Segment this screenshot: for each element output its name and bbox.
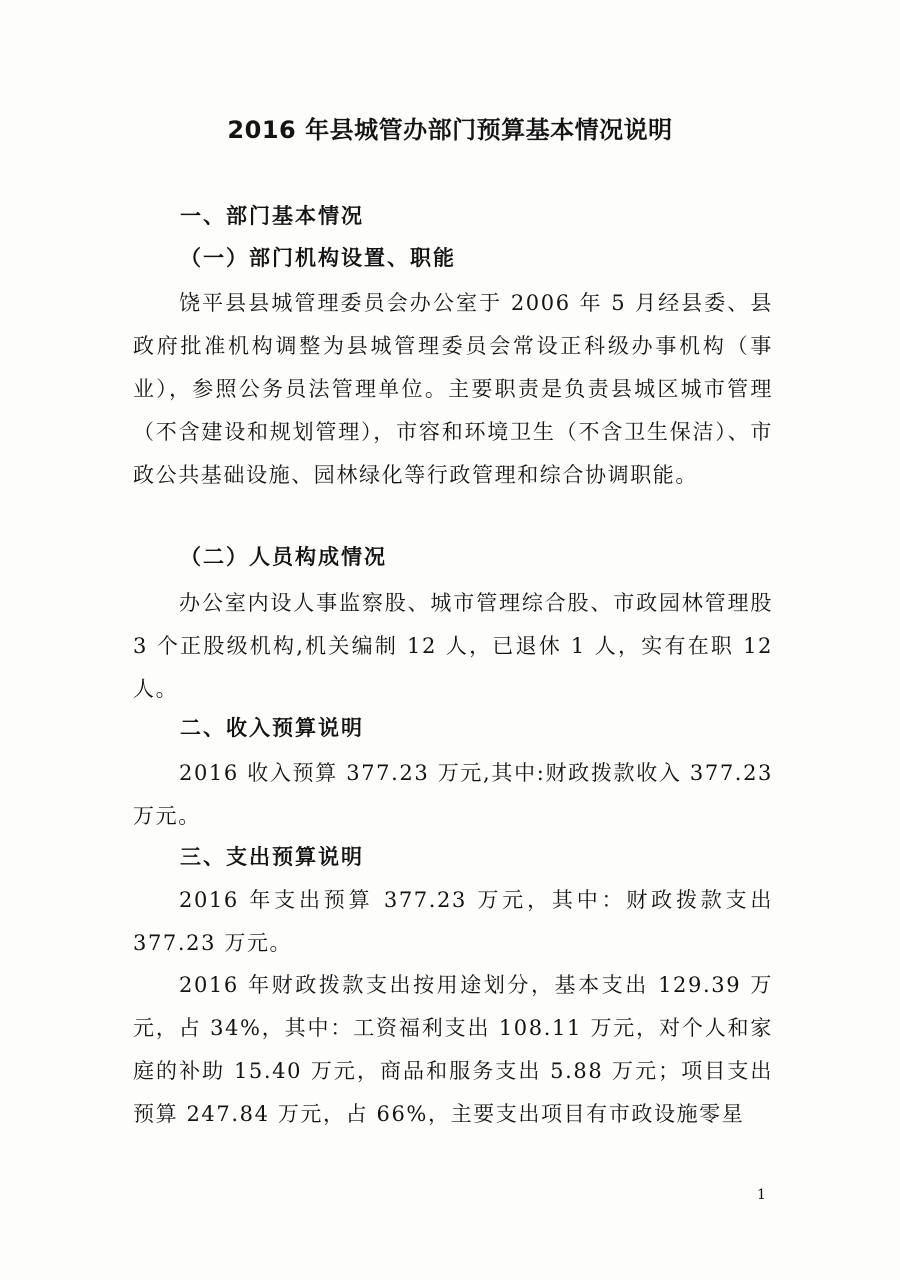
section-3-heading: 三、支出预算说明 — [180, 845, 364, 869]
document-title: 2016 年县城管办部门预算基本情况说明 — [227, 116, 673, 144]
section-3-paragraph-2: 2016 年财政拨款支出按用途划分，基本支出 129.39 万元，占 34%，其中：工资福利支出 108.11 万元，对个人和家庭的补助 15.40 万元，商品和服务支出 5.88 万元；项目支出预算 247.84 万元，占 66%，主要支出项目有市政设施零星 — [133, 973, 773, 1126]
section-2-heading: 二、收入预算说明 — [180, 716, 364, 740]
section-1-1-heading: （一）部门机构设置、职能 — [180, 246, 456, 270]
section-1-2-heading: （二）人员构成情况 — [180, 545, 387, 569]
section-1-1-paragraph: 饶平县县城管理委员会办公室于 2006 年 5 月经县委、县政府批准机构调整为县城管理委员会常设正科级办事机构（事业），参照公务员法管理单位。主要职责是负责县城区城市管理（不含建设和规划管理），市容和环境卫生（不含卫生保洁）、市政公共基础设施、园林绿化等行政管理和综合协调职能。 — [133, 291, 773, 487]
section-3-paragraph-1: 2016 年支出预算 377.23 万元，其中：财政拨款支出 377.23 万元。 — [133, 888, 773, 955]
page-number: 1 — [757, 1187, 766, 1203]
section-1-heading: 一、部门基本情况 — [180, 204, 364, 228]
section-2-paragraph: 2016 收入预算 377.23 万元,其中:财政拨款收入 377.23 万元。 — [133, 761, 773, 828]
section-1-2-paragraph: 办公室内设人事监察股、城市管理综合股、市政园林管理股 3 个正股级机构,机关编制 12 人，已退休 1 人，实有在职 12 人。 — [133, 591, 773, 701]
